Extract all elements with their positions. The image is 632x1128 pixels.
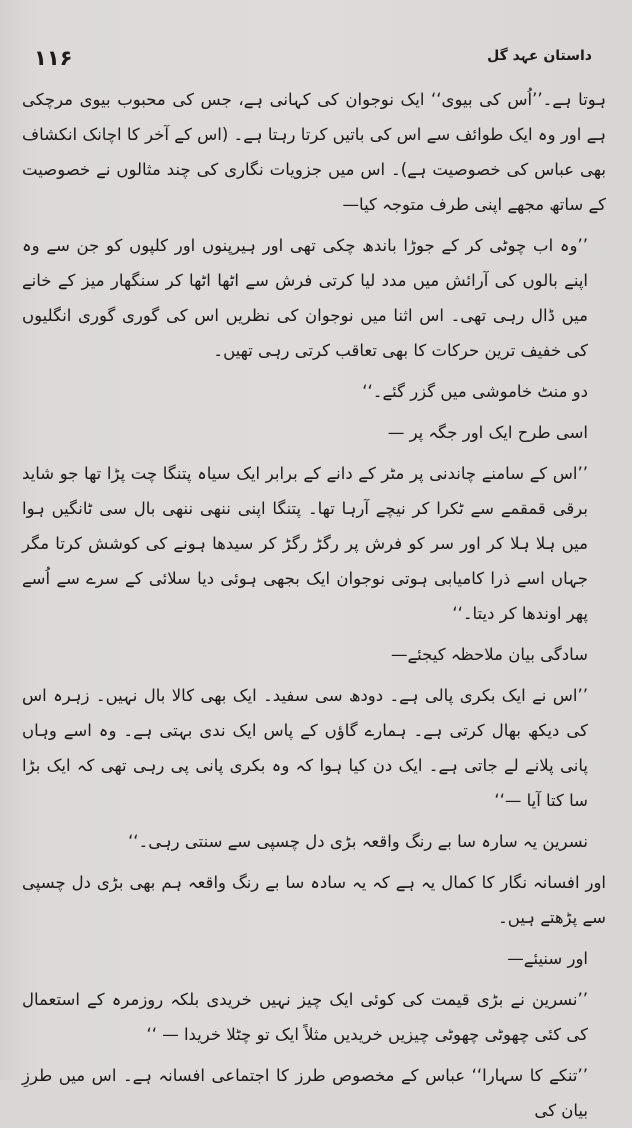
quote-nasreen: نسرین یہ سارہ سا بے رنگ واقعہ بڑی دل چسپی سے سنتی رہی۔‘‘ xyxy=(128,832,588,851)
page-header xyxy=(34,44,592,78)
paragraph-simplicity: سادگی بیان ملاحظہ کیجئے— xyxy=(391,645,588,664)
paragraph-intro: ہوتا ہے۔’’اُس کی بیوی‘‘ ایک نوجوان کی کہانی ہے، جس کی محبوب بیوی مرچکی ہے اور وہ ایک طوائف سے اس کی باتیں کرتا رہتا ہے۔ (اس کے آخر کا اچانک انکشاف بھی عباس کی خصوصیت ہے)۔ اس میں جزویات نگاری کی چند مثالوں نے خصوصیت کے ساتھ مجھے اپنی طرف متوجہ کیا— xyxy=(22,90,606,214)
quote-goat: ’’اس نے ایک بکری پالی ہے۔ دودھ سی سفید۔ ایک بھی کالا بال نہیں۔ زہرہ اس کی دیکھ بھال کرتی ہے۔ ہمارے گاؤں کے پاس ایک ندی بہتی ہے۔ وہ اسے وہاں پانی پلانے لے جاتی ہے۔ ایک دن کیا ہوا کہ وہ بکری پانی پی رہی تھی کہ ایک بڑا سا کتا آیا —‘‘ xyxy=(22,686,588,810)
quote-insect: ’’اس کے سامنے چاندنی پر مٹر کے دانے کے برابر ایک سیاہ پتنگا چت پڑا تھا جو شاید برقی قمقمے سے ٹکرا کر نیچے آرہا تھا۔ پتنگا اپنی ننھی ننھی بال سی ٹانگیں ہوا میں ہلا ہلا کر اور سر کو فرش پر رگڑ رگڑ کر سیدھا ہونے کی کوشش کرتا مگر جہاں اسے ذرا کامیابی ہوتی نوجوان ایک بجھی ہوئی دیا سلائی کے سرے سے اُسے پھر اوندھا کر دیتا۔‘‘ xyxy=(22,464,588,623)
quote-shopping: ’’نسرین نے بڑی قیمت کی کوئی ایک چیز نہیں خریدی بلکہ روزمرہ کے استعمال کی کئی چھوٹی چھوٹی چیزیں خریدیں مثلاً ایک تو چٹلا خریدا — ‘‘ xyxy=(22,990,588,1044)
paragraph-another-place: اسی طرح ایک اور جگہ پر — xyxy=(387,423,588,442)
paragraph-author-skill: اور افسانہ نگار کا کمال یہ ہے کہ یہ سادہ سا بے رنگ واقعہ ہم بھی بڑی دل چسپی سے پڑھتے ہیں۔ xyxy=(22,873,606,927)
paragraph-listen: اور سنیئے— xyxy=(507,949,588,968)
paragraph-story-title: ’’تنکے کا سہارا‘‘ عباس کے مخصوص طرز کا اجتماعی افسانہ ہے۔ اس میں طرزِ بیان کی xyxy=(22,1066,588,1120)
page-body xyxy=(22,82,606,1120)
page-number: ۱۱۶ xyxy=(34,46,73,70)
running-title: داستان عہد گل xyxy=(487,48,592,64)
quote-silence: دو منٹ خاموشی میں گزر گئے۔‘‘ xyxy=(362,382,588,401)
quote-hair: ’’وہ اب چوٹی کر کے جوڑا باندھ چکی تھی اور ہیرپنوں اور کلپوں کو جن سے وہ اپنے بالوں کی آرائش میں مدد لیا کرتی فرش سے اٹھا اٹھا کر سنگھار میز کے خانے میں ڈال رہی تھی۔ اس اثنا میں نوجوان کی نظریں اس کی گوری گوری انگلیوں کی خفیف ترین حرکات کا بھی تعاقب کرتی رہی تھیں۔ xyxy=(22,236,588,360)
